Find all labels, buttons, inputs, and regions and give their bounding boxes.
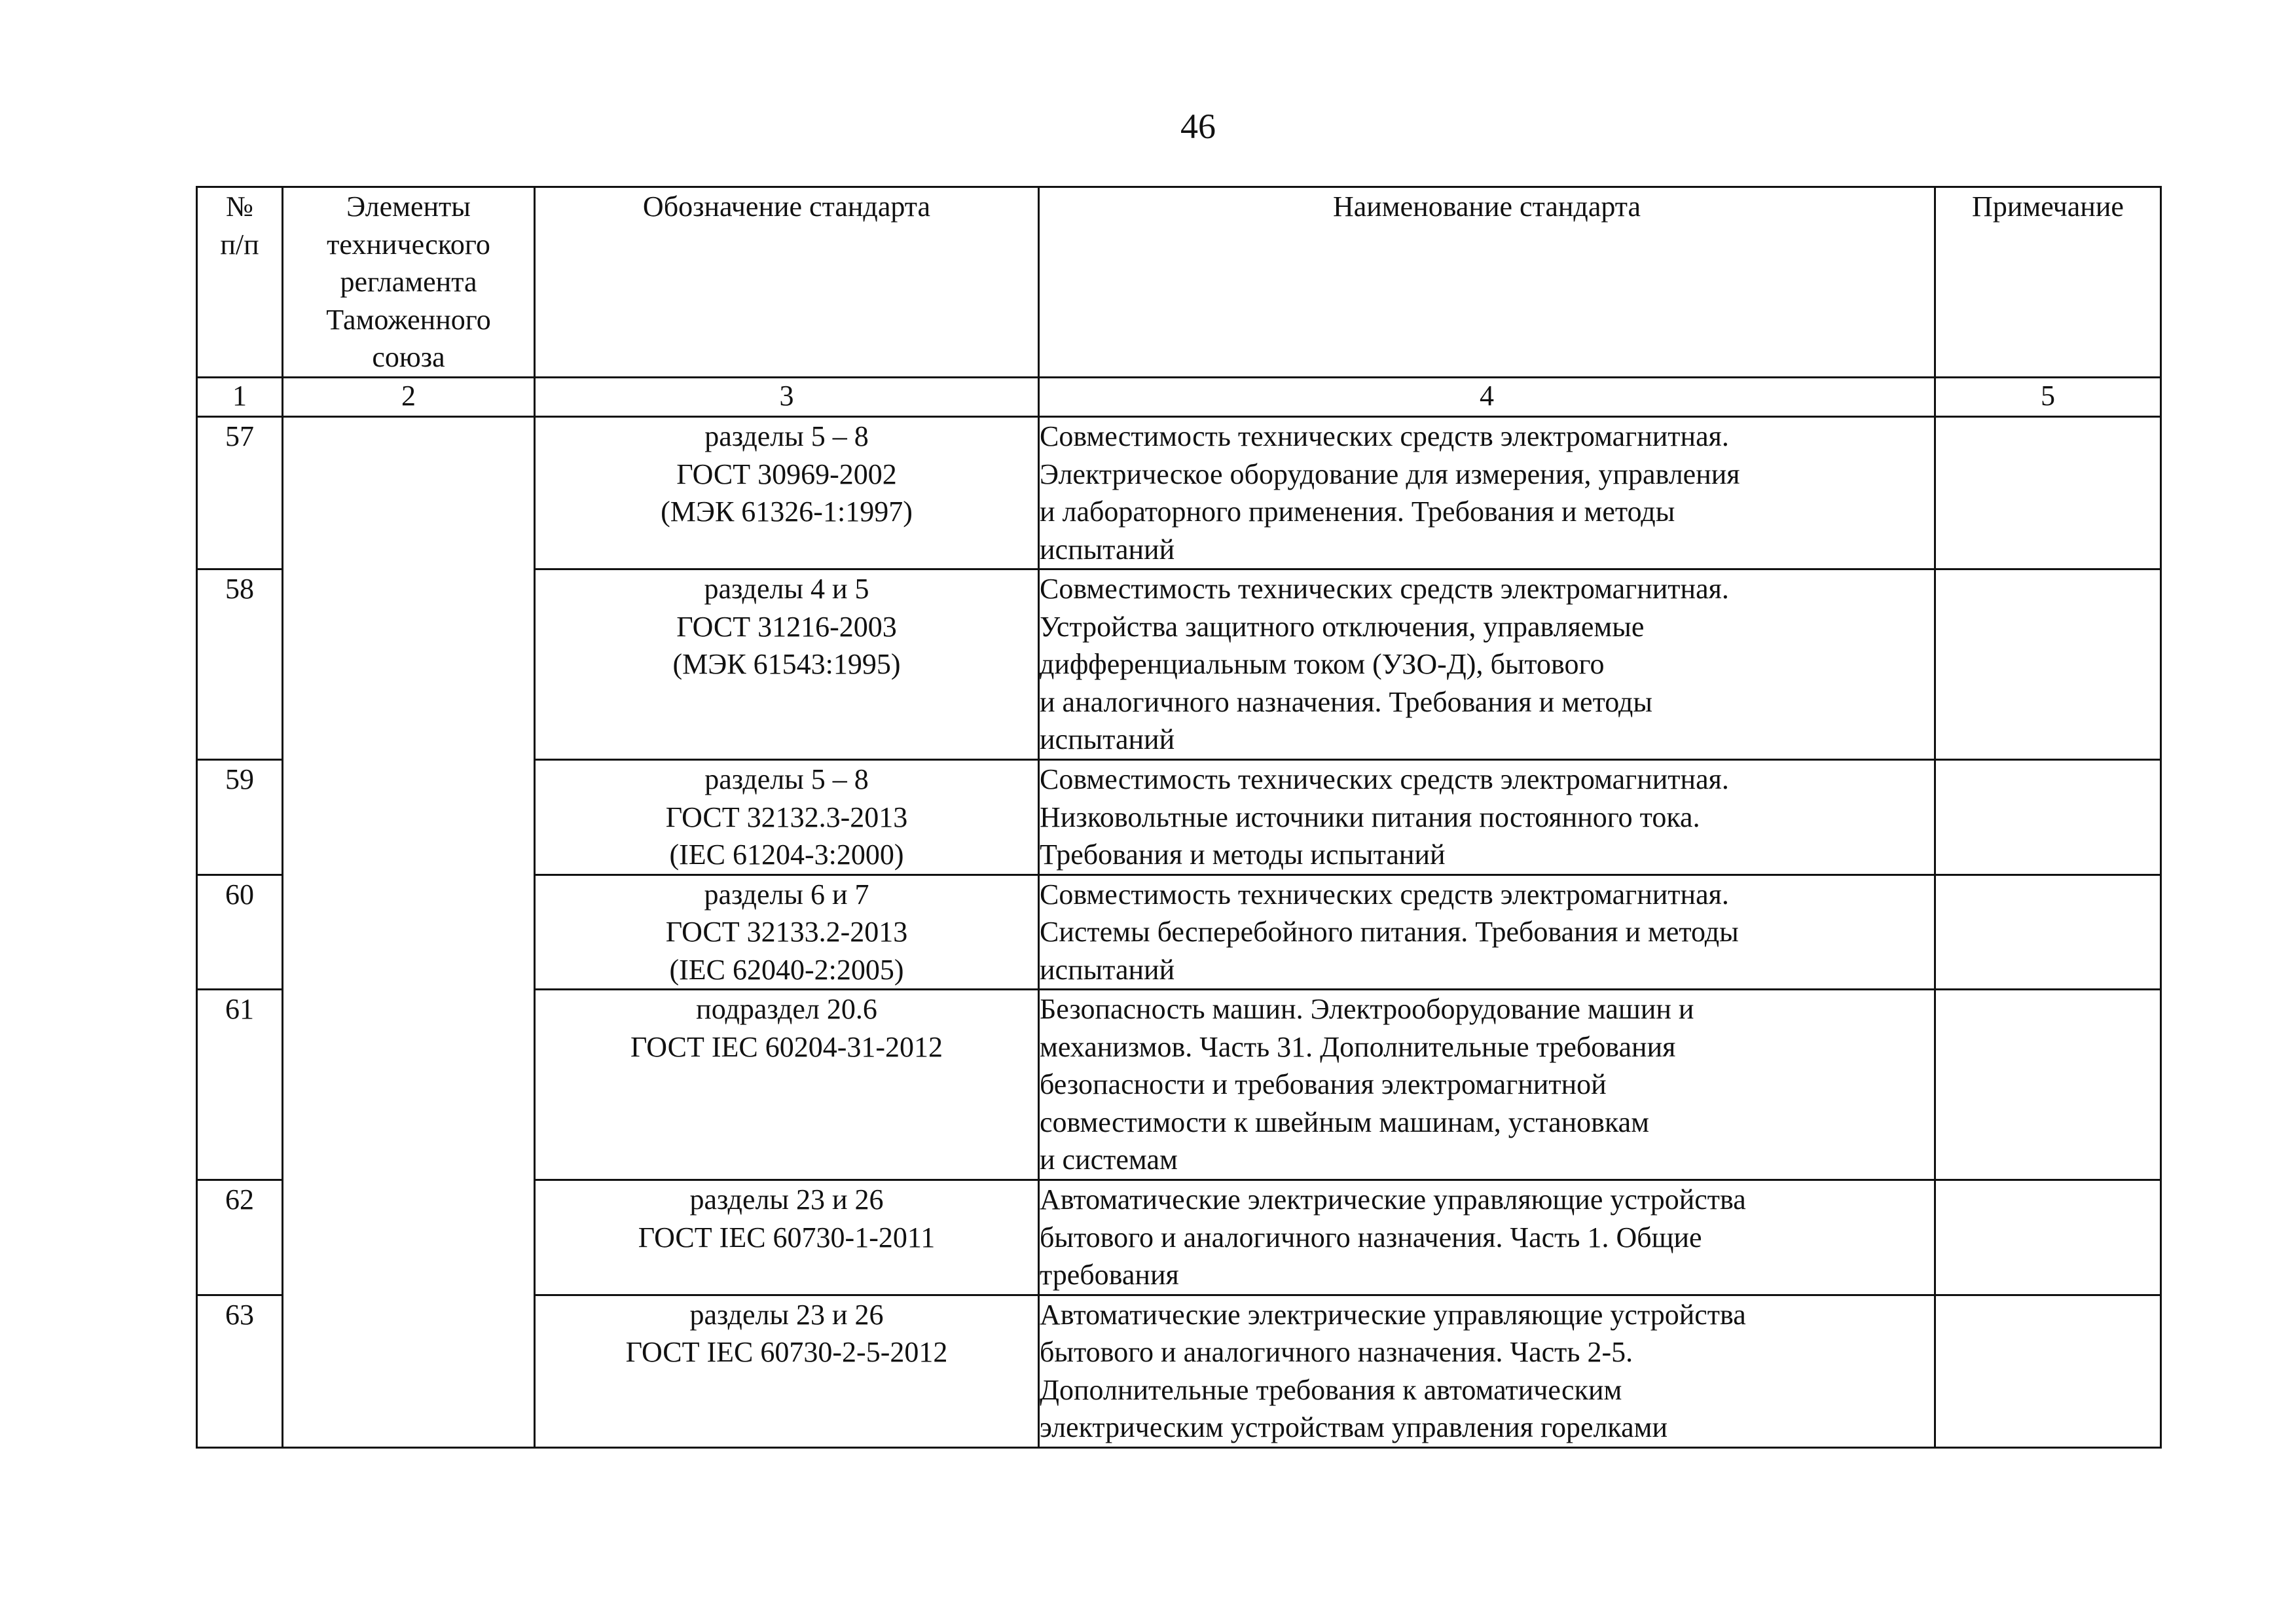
header-name: Наименование стандарта: [1039, 187, 1935, 378]
row-number: 61: [197, 990, 283, 1180]
note-cell: [1935, 875, 2161, 990]
designation-cell: разделы 23 и 26 ГОСТ IEC 60730-2-5-2012: [535, 1295, 1039, 1447]
page-number: 46: [1180, 107, 1216, 146]
designation-cell: разделы 5 – 8 ГОСТ 30969-2002 (МЭК 61326-1:1997): [535, 417, 1039, 569]
table-header-row: [197, 187, 2161, 378]
row-number: 62: [197, 1180, 283, 1295]
name-cell: Совместимость технических средств электромагнитная. Электрическое оборудование для измерения, управления и лабораторного применения. Требования и методы испытаний: [1039, 417, 1935, 569]
note-cell: [1935, 569, 2161, 760]
note-cell: [1935, 417, 2161, 569]
column-number: 5: [1935, 378, 2161, 417]
designation-cell: разделы 6 и 7 ГОСТ 32133.2-2013 (IEC 62040-2:2005): [535, 875, 1039, 990]
row-number: 60: [197, 875, 283, 990]
header-num: № п/п: [197, 187, 283, 378]
name-cell: Безопасность машин. Электрооборудование машин и механизмов. Часть 31. Дополнительные требования безопасности и требования электромагнитной совместимости к швейным машинам, установкам и системам: [1039, 990, 1935, 1180]
name-cell: Автоматические электрические управляющие устройства бытового и аналогичного назначения. Часть 2-5. Дополнительные требования к автоматическим электрическим устройствам управления горелками: [1039, 1295, 1935, 1447]
designation-cell: подраздел 20.6 ГОСТ IEC 60204-31-2012: [535, 990, 1039, 1180]
name-cell: Совместимость технических средств электромагнитная. Низковольтные источники питания постоянного тока. Требования и методы испытаний: [1039, 760, 1935, 875]
header-elements: Элементы технического регламента Таможенного союза: [283, 187, 535, 378]
row-number: 63: [197, 1295, 283, 1447]
column-number: 3: [535, 378, 1039, 417]
column-numbers-row: [197, 378, 2161, 417]
row-number: 59: [197, 760, 283, 875]
elements-cell: [283, 417, 535, 1448]
name-cell: Совместимость технических средств электромагнитная. Системы бесперебойного питания. Требования и методы испытаний: [1039, 875, 1935, 990]
note-cell: [1935, 760, 2161, 875]
header-note: Примечание: [1935, 187, 2161, 378]
note-cell: [1935, 1180, 2161, 1295]
column-number: 4: [1039, 378, 1935, 417]
note-cell: [1935, 990, 2161, 1180]
designation-cell: разделы 4 и 5 ГОСТ 31216-2003 (МЭК 61543:1995): [535, 569, 1039, 760]
column-number: 2: [283, 378, 535, 417]
column-number: 1: [197, 378, 283, 417]
header-designation: Обозначение стандарта: [535, 187, 1039, 378]
designation-cell: разделы 5 – 8 ГОСТ 32132.3-2013 (IEC 61204-3:2000): [535, 760, 1039, 875]
row-number: 58: [197, 569, 283, 760]
standards-table: [196, 186, 2162, 1449]
row-number: 57: [197, 417, 283, 569]
designation-cell: разделы 23 и 26 ГОСТ IEC 60730-1-2011: [535, 1180, 1039, 1295]
note-cell: [1935, 1295, 2161, 1447]
name-cell: Совместимость технических средств электромагнитная. Устройства защитного отключения, управляемые дифференциальным током (УЗО-Д), бытового и аналогичного назначения. Требования и методы испытаний: [1039, 569, 1935, 760]
name-cell: Автоматические электрические управляющие устройства бытового и аналогичного назначения. Часть 1. Общие требования: [1039, 1180, 1935, 1295]
table-row: [197, 417, 2161, 569]
